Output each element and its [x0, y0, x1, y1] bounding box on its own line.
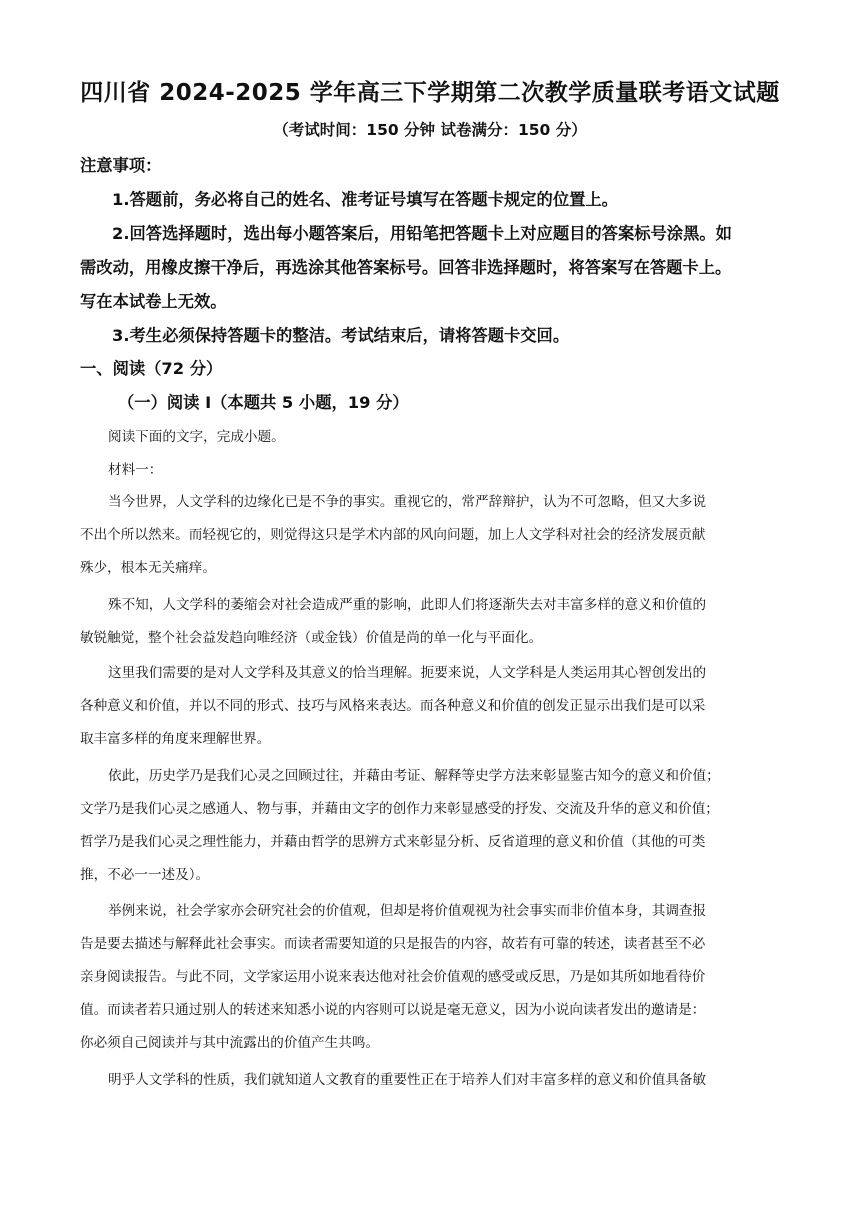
passage-line: 你必须自己阅读并与其中流露出的价值产生共鸣。 — [80, 1035, 380, 1051]
notice-item-2-line-3: 写在本试卷上无效。 — [80, 292, 227, 311]
passage-line: 各种意义和价值，并以不同的形式、技巧与风格来表达。而各种意义和价值的创发正显示出我们是可以采 — [80, 698, 706, 714]
passage-line: 推，不必一一述及）。 — [80, 867, 210, 883]
notice-item-1: 1.答题前，务必将自己的姓名、准考证号填写在答题卡规定的位置上。 — [112, 190, 618, 209]
material-label: 材料一： — [108, 462, 163, 478]
passage-line: 告是要去描述与解释此社会事实。而读者需要知道的只是报告的内容，故若有可靠的转述，读者甚至不必 — [80, 936, 706, 952]
instruction: 阅读下面的文字，完成小题。 — [108, 429, 285, 445]
passage-line: 依此，历史学乃是我们心灵之回顾过往，并藉由考证、解释等史学方法来彰显鉴古知今的意义和价值； — [108, 768, 720, 784]
passage-line: 殊少，根本无关痛痒。 — [80, 560, 216, 576]
passage-line: 不出个所以然来。而轻视它的，则觉得这只是学术内部的风向问题，加上人文学科对社会的经济发展贡献 — [80, 527, 706, 543]
notice-item-2-line-1: 2.回答选择题时，选出每小题答案后，用铅笔把答题卡上对应题目的答案标号涂黑。如 — [112, 224, 732, 243]
notice-item-3: 3.考生必须保持答题卡的整洁。考试结束后，请将答题卡交回。 — [112, 326, 570, 345]
passage-line: 这里我们需要的是对人文学科及其意义的恰当理解。扼要来说，人文学科是人类运用其心智创发出的 — [108, 665, 707, 681]
notice-item-2-line-2: 需改动，用橡皮擦干净后，再选涂其他答案标号。回答非选择题时，将答案写在答题卡上。 — [80, 258, 732, 277]
passage-line: 哲学乃是我们心灵之理性能力，并藉由哲学的思辨方式来彰显分析、反省道理的意义和价值（其他的可类 — [80, 834, 706, 850]
exam-title: 四川省 2024-2025 学年高三下学期第二次教学质量联考语文试题 — [80, 80, 780, 106]
passage-line: 明乎人文学科的性质，我们就知道人文教育的重要性正在于培养人们对丰富多样的意义和价值具备敏 — [108, 1072, 707, 1088]
passage-line: 举例来说，社会学家亦会研究社会的价值观，但却是将价值观视为社会事实而非价值本身，其调查报 — [108, 903, 707, 919]
passage-line: 取丰富多样的角度来理解世界。 — [80, 731, 271, 747]
section-heading: 一、阅读（72 分） — [80, 359, 223, 378]
sub-section-heading: （一）阅读 I（本题共 5 小题，19 分） — [118, 393, 409, 412]
exam-subtitle: （考试时间：150 分钟 试卷满分：150 分） — [273, 121, 587, 139]
notice-heading: 注意事项： — [80, 156, 162, 175]
passage-line: 当今世界，人文学科的边缘化已是不争的事实。重视它的，常严辞辩护，认为不可忽略，但又大多说 — [108, 494, 707, 510]
passage-line: 文学乃是我们心灵之感通人、物与事，并藉由文字的创作力来彰显感受的抒发、交流及升华的意义和价值； — [80, 801, 719, 817]
passage-line: 殊不知，人文学科的萎缩会对社会造成严重的影响，此即人们将逐渐失去对丰富多样的意义和价值的 — [108, 597, 707, 613]
passage-line: 亲身阅读报告。与此不同，文学家运用小说来表达他对社会价值观的感受或反思，乃是如其所如地看待价 — [80, 969, 706, 985]
passage-line: 值。而读者若只通过别人的转述来知悉小说的内容则可以说是毫无意义，因为小说向读者发出的邀请是： — [80, 1002, 706, 1018]
passage-line: 敏锐触觉，整个社会益发趋向唯经济（或金钱）价值是尚的单一化与平面化。 — [80, 630, 543, 646]
